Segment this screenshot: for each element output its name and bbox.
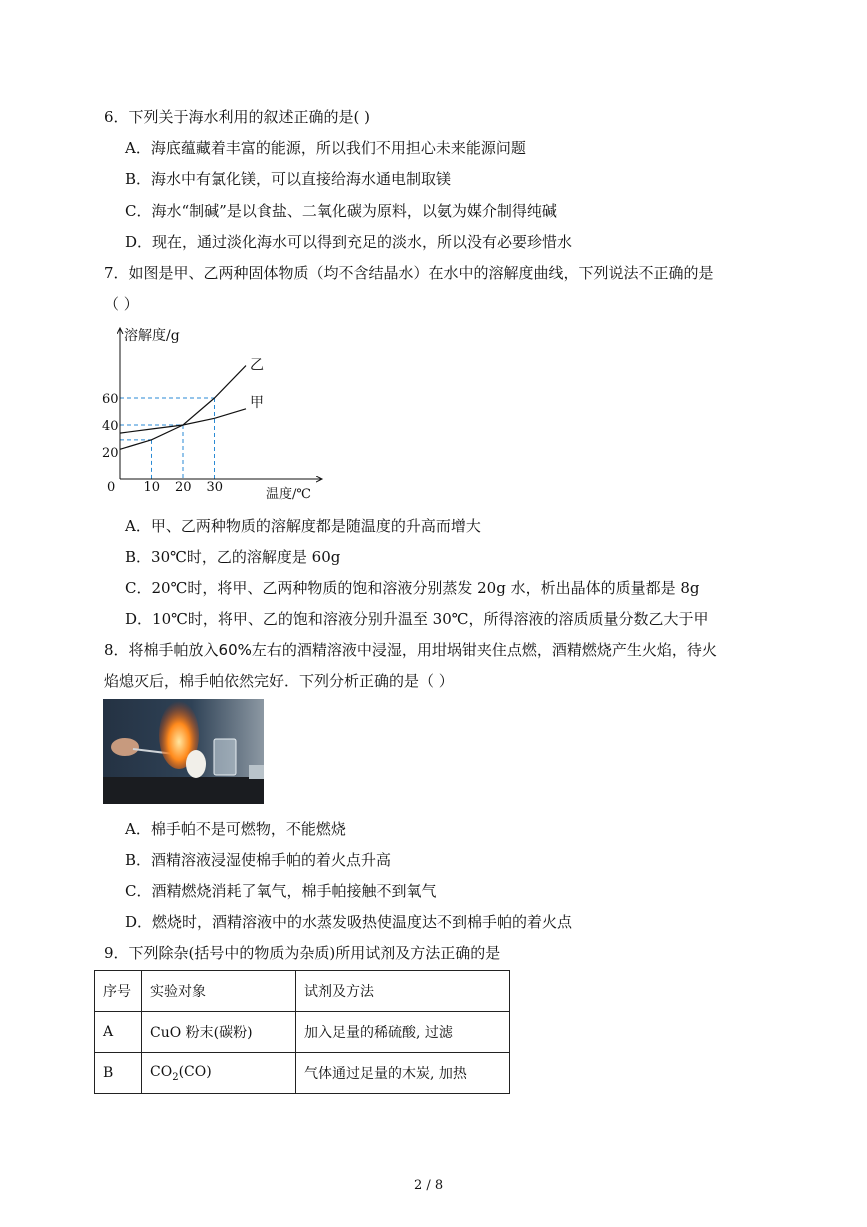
q8-stem-part2: 左右的酒精溶液中浸湿，用坩埚钳夹住点燃，酒精燃烧产生火焰，待火 bbox=[251, 641, 717, 659]
burning-handkerchief-photo bbox=[103, 699, 264, 804]
row-a-id: A bbox=[95, 1012, 142, 1053]
q8-option-a: A．棉手帕不是可燃物，不能燃烧 bbox=[125, 820, 346, 838]
table-row bbox=[95, 1053, 510, 1094]
y-tick-label: 60 bbox=[102, 392, 119, 407]
row-b-object-pre: CO bbox=[150, 1063, 173, 1080]
series-line-甲 bbox=[120, 409, 246, 433]
q6-stem: 6．下列关于海水利用的叙述正确的是( ) bbox=[104, 108, 371, 126]
x-tick-label: 0 bbox=[107, 480, 116, 495]
series-label: 甲 bbox=[250, 394, 264, 411]
row-b-object bbox=[142, 1053, 296, 1094]
table-row bbox=[95, 1012, 510, 1053]
y-tick-label: 20 bbox=[102, 446, 119, 461]
q8-stem-line2: 焰熄灭后，棉手帕依然完好．下列分析正确的是（ ） bbox=[104, 672, 454, 690]
x-tick-label: 30 bbox=[206, 480, 224, 495]
series-line-乙 bbox=[120, 366, 246, 450]
row-a-method: 加入足量的稀硫酸, 过滤 bbox=[296, 1012, 510, 1053]
table-header-row bbox=[95, 971, 510, 1012]
q7-stem: 7．如图是甲、乙两种固体物质（均不含结晶水）在水中的溶解度曲线，下列说法不正确的是 bbox=[104, 264, 714, 282]
q6-option-b: B．海水中有氯化镁，可以直接给海水通电制取镁 bbox=[125, 170, 452, 188]
row-b-id: B bbox=[95, 1053, 142, 1094]
purification-table bbox=[94, 970, 510, 1094]
x-tick-label: 20 bbox=[175, 480, 192, 495]
solubility-chart bbox=[100, 322, 340, 504]
q6-option-a: A．海底蕴藏着丰富的能源，所以我们不用担心未来能源问题 bbox=[125, 139, 526, 157]
q9-stem: 9．下列除杂(括号中的物质为杂质)所用试剂及方法正确的是 bbox=[104, 944, 501, 962]
q7-option-d: D．10℃时，将甲、乙的饱和溶液分别升温至 30℃，所得溶液的溶质质量分数乙大于甲 bbox=[125, 610, 709, 628]
q6-option-c: C．海水“制碱”是以食盐、二氧化碳为原料，以氨为媒介制得纯碱 bbox=[125, 202, 557, 220]
q7-option-a: A．甲、乙两种物质的溶解度都是随温度的升高而增大 bbox=[125, 517, 481, 535]
row-b-object-sub: 2 bbox=[172, 1071, 179, 1083]
q7-option-b: B．30℃时，乙的溶解度是 60g bbox=[125, 548, 341, 566]
page-number: 2 / 8 bbox=[414, 1178, 444, 1193]
header-cell-method: 试剂及方法 bbox=[296, 971, 510, 1012]
header-cell-number: 序号 bbox=[95, 971, 142, 1012]
q8-stem-part1: 8．将棉手帕放入 bbox=[104, 641, 219, 659]
row-a-object: CuO 粉末(碳粉) bbox=[142, 1012, 296, 1053]
q7-answer-blank: （ ） bbox=[104, 295, 139, 313]
q8-option-c: C．酒精燃烧消耗了氧气，棉手帕接触不到氧气 bbox=[125, 882, 437, 900]
q8-stem-percent: 60% bbox=[218, 641, 252, 659]
row-b-object-post: (CO) bbox=[178, 1063, 212, 1080]
y-tick-label: 40 bbox=[102, 419, 119, 434]
q6-option-d: D．现在，通过淡化海水可以得到充足的淡水，所以没有必要珍惜水 bbox=[125, 233, 573, 251]
x-tick-label: 10 bbox=[143, 480, 161, 495]
q8-stem bbox=[104, 639, 717, 660]
q8-option-d: D．燃烧时，酒精溶液中的水蒸发吸热使温度达不到棉手帕的着火点 bbox=[125, 913, 573, 931]
y-axis-label: 溶解度/g bbox=[124, 328, 180, 344]
x-axis-label: 温度/℃ bbox=[266, 487, 311, 502]
header-cell-object: 实验对象 bbox=[142, 971, 296, 1012]
q8-option-b: B．酒精溶液浸湿使棉手帕的着火点升高 bbox=[125, 851, 392, 869]
q7-option-c: C．20℃时，将甲、乙两种物质的饱和溶液分别蒸发 20g 水，析出晶体的质量都是 8g bbox=[125, 579, 700, 597]
row-b-method: 气体通过足量的木炭, 加热 bbox=[296, 1053, 510, 1094]
series-label: 乙 bbox=[250, 357, 264, 374]
